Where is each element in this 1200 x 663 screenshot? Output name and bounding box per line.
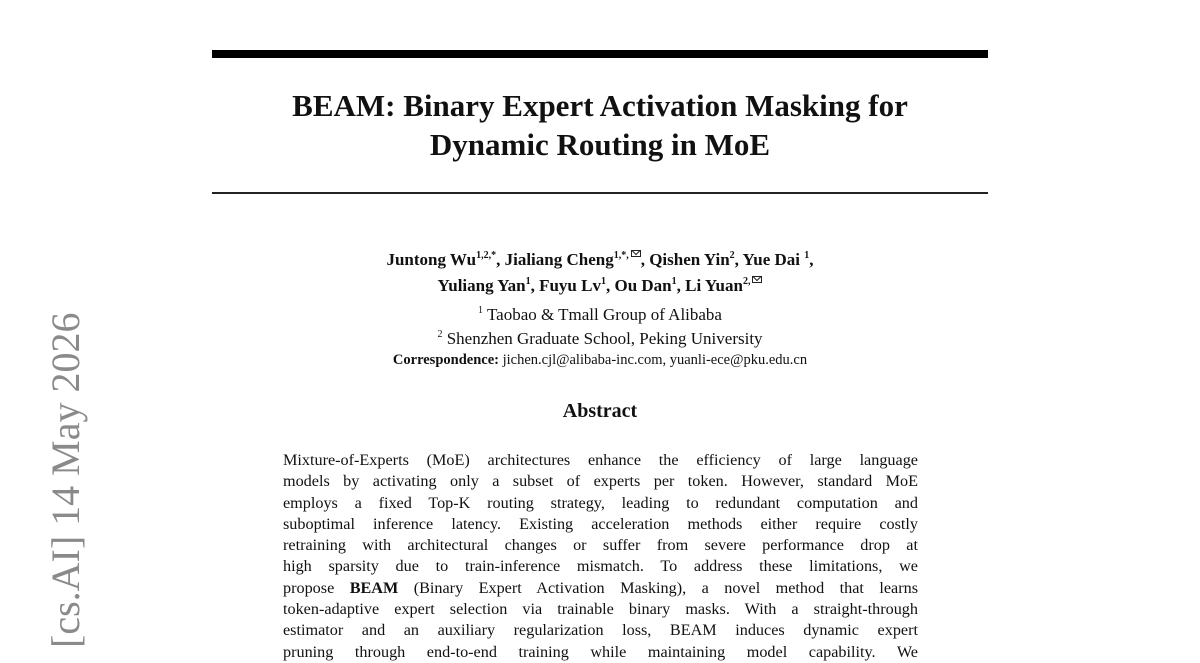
author-name: Fuyu Lv bbox=[539, 276, 601, 295]
title-line-2: Dynamic Routing in MoE bbox=[429, 127, 771, 162]
affiliation-text: Taobao & Tmall Group of Alibaba bbox=[486, 305, 722, 324]
author-name: Qishen Yin bbox=[649, 250, 730, 269]
author-name: Li Yuan bbox=[685, 276, 743, 295]
affiliation-1 bbox=[212, 303, 988, 327]
abstract-line: suboptimal inference latency. Existing acceleration methods either require costly bbox=[283, 514, 918, 533]
abstract-text: (Binary Expert Activation Masking), a novel method that learns bbox=[413, 578, 919, 597]
author-name: Jialiang Cheng bbox=[504, 250, 614, 269]
paper-title bbox=[212, 86, 988, 164]
abstract-body bbox=[283, 450, 918, 663]
affiliation-mark: 1 bbox=[478, 305, 483, 316]
abstract-line: token-adaptive expert selection via trainable binary masks. With a straight-through bbox=[283, 600, 918, 619]
abstract-text: propose bbox=[283, 578, 335, 597]
author-affil-mark: 1 bbox=[525, 276, 531, 287]
author-affil-mark: 1 bbox=[804, 250, 810, 261]
abstract-line: high sparsity due to train-inference mismatch. To address these limitations, we bbox=[283, 557, 918, 576]
author-line-2 bbox=[212, 273, 988, 299]
affiliation-list bbox=[212, 303, 988, 351]
affiliation-mark: 2 bbox=[437, 329, 443, 340]
author-separator: , bbox=[530, 276, 535, 295]
abstract-line: estimator and an auxiliary regularization loss, BEAM induces dynamic expert bbox=[283, 621, 918, 640]
envelope-icon bbox=[752, 276, 762, 283]
arxiv-sidebar-stamp: [cs.AI] 14 May 2026 bbox=[43, 312, 88, 648]
abstract-line: pruning through end-to-end training while maintaining model capability. We bbox=[283, 642, 918, 661]
author-separator: , bbox=[809, 250, 814, 269]
correspondence-line bbox=[212, 350, 988, 370]
author-name: Juntong Wu bbox=[386, 250, 477, 269]
affiliation-2 bbox=[212, 327, 988, 351]
author-affil-mark: 2 bbox=[729, 250, 735, 261]
author-name: Ou Dan bbox=[614, 276, 672, 295]
author-separator: , bbox=[640, 250, 645, 269]
author-separator: , bbox=[496, 250, 501, 269]
abstract-line: employs a fixed Top-K routing strategy, leading to redundant computation and bbox=[283, 493, 918, 512]
method-name: BEAM bbox=[349, 578, 399, 597]
abstract-line bbox=[283, 578, 918, 599]
envelope-icon bbox=[631, 250, 641, 257]
title-bottom-rule bbox=[212, 192, 988, 194]
abstract-line: retraining with architectural changes or suffer from severe performance drop at bbox=[283, 536, 918, 555]
abstract-line: Mixture-of-Experts (MoE) architectures enhance the efficiency of large language bbox=[283, 451, 918, 469]
abstract-line: models by activating only a subset of experts per token. However, standard MoE bbox=[283, 472, 918, 491]
author-affil-mark-text: 2, bbox=[742, 276, 751, 287]
author-separator: , bbox=[605, 276, 611, 295]
title-top-rule bbox=[212, 50, 988, 58]
author-separator: , bbox=[676, 276, 681, 295]
author-list bbox=[212, 247, 988, 299]
author-separator: , bbox=[734, 250, 739, 269]
author-affil-mark: 1 bbox=[671, 276, 677, 287]
abstract-heading: Abstract bbox=[562, 400, 638, 422]
author-name: Yue Dai bbox=[742, 250, 801, 269]
correspondence-emails[interactable]: jichen.cjl@alibaba-inc.com, yuanli-ece@pku.edu.cn bbox=[502, 352, 808, 368]
author-name: Yuliang Yan bbox=[437, 276, 526, 295]
author-affil-mark-text: 1,*, bbox=[613, 250, 629, 261]
affiliation-text: Shenzhen Graduate School, Peking University bbox=[446, 329, 763, 348]
title-line-1: BEAM: Binary Expert Activation Masking for bbox=[292, 88, 908, 123]
author-affil-mark bbox=[743, 276, 763, 287]
author-line-1 bbox=[212, 247, 988, 273]
correspondence-label: Correspondence: bbox=[392, 352, 499, 368]
author-affil-mark bbox=[614, 250, 641, 261]
author-affil-mark: 1 bbox=[600, 276, 606, 287]
author-affil-mark: 1,2,* bbox=[476, 250, 497, 261]
